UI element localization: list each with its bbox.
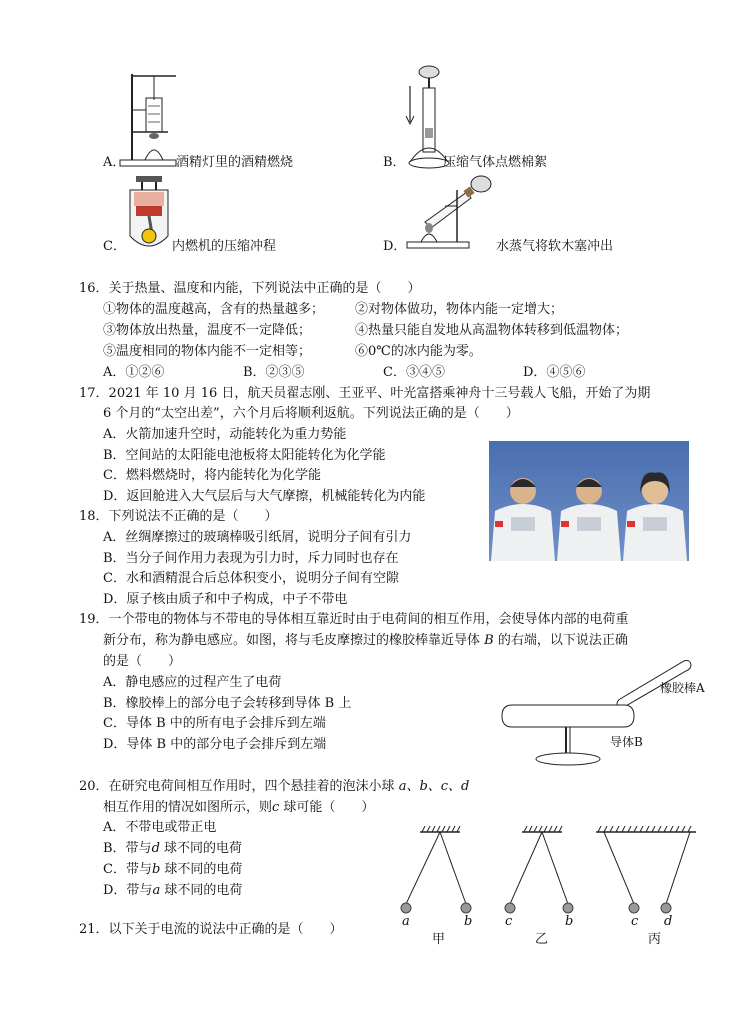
figure-label-bing: 丙	[648, 932, 662, 947]
q17-stem-line1: 17．2021 年 10 月 16 日，航天员翟志刚、王亚平、叶光富搭乘神舟十三号载人飞船，开始了为期	[79, 386, 651, 401]
alcohol-lamp-figure	[118, 70, 180, 172]
q16-option-b: B．②③⑤	[243, 365, 305, 380]
q18-stem: 18．下列说法不正确的是（ ）	[79, 509, 278, 524]
q15-option-c-text: 内燃机的压缩冲程	[172, 239, 277, 254]
q16-statement-1: ①物体的温度越高，含有的热量越多；	[103, 302, 325, 317]
compression-tube-figure	[400, 64, 448, 174]
steam-cork-figure	[407, 170, 497, 250]
q16-statement-5: ⑤温度相同的物体内能不一定相等；	[103, 344, 312, 359]
q15-option-a-text: 酒精灯里的酒精燃烧	[176, 155, 294, 170]
q17-option-c: C．燃料燃烧时，将内能转化为化学能	[103, 468, 321, 483]
q16-option-d: D．④⑤⑥	[523, 365, 586, 380]
q20-option-b: B．带与d 球不同的电荷	[103, 841, 243, 856]
q19-option-c: C．导体 B 中的所有电子会排斥到左端	[103, 716, 326, 731]
pendulum-figures	[390, 822, 710, 922]
q19-stem-line1: 19．一个带电的物体与不带电的导体相互靠近时由于电荷间的相互作用，会使导体内部的电荷重	[79, 612, 629, 627]
ball-label-b-jia: b	[464, 914, 473, 929]
q17-option-d: D．返回舱进入大气层后与大气摩擦，机械能转化为内能	[103, 489, 426, 504]
pendulum-group-yi	[505, 826, 573, 913]
figure-label-yi: 乙	[535, 932, 549, 947]
q20-option-c: C．带与b 球不同的电荷	[103, 862, 243, 877]
ball-label-a: a	[402, 914, 410, 929]
figure-label-jia: 甲	[432, 932, 446, 947]
q15-option-a-letter: A．	[103, 155, 126, 170]
q20-stem-line1: 20．在研究电荷间相互作用时，四个悬挂着的泡沫小球 a、b、c、d	[79, 779, 470, 794]
pendulum-group-bing	[596, 826, 696, 913]
q15-option-b-letter: B．	[383, 155, 406, 170]
q19-option-d: D．导体 B 中的部分电子会排斥到左端	[103, 737, 327, 752]
q20-option-a: A．不带电或带正电	[103, 820, 217, 835]
conductor-label: 导体B	[610, 735, 643, 749]
q15-option-d-letter: D．	[383, 239, 407, 254]
rubber-rod-label: 橡胶棒A	[660, 681, 705, 695]
q20-option-d: D．带与a 球不同的电荷	[103, 883, 243, 898]
q18-option-b: B．当分子间作用力表现为引力时，斥力同时也存在	[103, 551, 399, 566]
q15-option-c-letter: C．	[103, 239, 126, 254]
q16-statement-2: ②对物体做功，物体内能一定增大；	[355, 302, 564, 317]
ball-label-b-yi: b	[565, 914, 574, 929]
q19-stem-line3: 的是（ ）	[103, 654, 182, 669]
ball-label-c-yi: c	[505, 914, 513, 929]
engine-stroke-figure	[124, 176, 174, 256]
q17-option-b: B．空间站的太阳能电池板将太阳能转化为化学能	[103, 448, 386, 463]
q15-option-b-text: 压缩气体点燃棉絮	[443, 155, 548, 170]
q18-option-d: D．原子核由质子和中子构成，中子不带电	[103, 592, 348, 607]
q16-statement-6: ⑥0℃的冰内能为零。	[355, 344, 482, 359]
electrostatic-induction-figure	[498, 655, 718, 775]
q16-option-a: A．①②⑥	[103, 365, 165, 380]
ball-label-d: d	[664, 914, 673, 929]
q20-stem-line2: 相互作用的情况如图所示，则c 球可能（ ）	[103, 800, 375, 815]
q16-stem: 16．关于热量、温度和内能，下列说法中正确的是（ ）	[79, 281, 421, 296]
q19-option-a: A．静电感应的过程产生了电荷	[103, 675, 282, 690]
astronauts-photo	[489, 441, 689, 561]
q16-statement-4: ④热量只能自发地从高温物体转移到低温物体；	[355, 323, 629, 338]
q15-option-d-text: 水蒸气将软木塞冲出	[496, 239, 614, 254]
q16-statement-3: ③物体放出热量，温度不一定降低；	[103, 323, 312, 338]
q18-option-c: C．水和酒精混合后总体积变小，说明分子间有空隙	[103, 571, 399, 586]
q21-stem: 21．以下关于电流的说法中正确的是（ ）	[79, 922, 343, 937]
q17-stem-line2: 6 个月的“太空出差”，六个月后将顺利返航。下列说法正确的是（ ）	[103, 406, 519, 421]
q17-option-a: A．火箭加速升空时，动能转化为重力势能	[103, 427, 347, 442]
pendulum-group-jia	[401, 826, 471, 913]
q18-option-a: A．丝绸摩擦过的玻璃棒吸引纸屑，说明分子间有引力	[103, 530, 412, 545]
q19-option-b: B．橡胶棒上的部分电子会转移到导体 B 上	[103, 696, 352, 711]
q16-option-c: C．③④⑤	[383, 365, 445, 380]
q19-stem-line2: 新分布，称为静电感应。如图，将与毛皮摩擦过的橡胶棒靠近导体 B 的右端，以下说法正确	[103, 633, 628, 648]
ball-label-c-bing: c	[631, 914, 639, 929]
